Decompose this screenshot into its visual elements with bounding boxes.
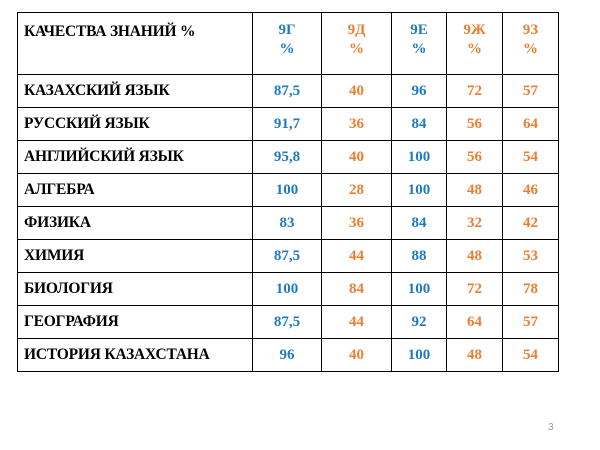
value-cell: 100 xyxy=(392,141,447,174)
slide-number: 3 xyxy=(548,422,554,433)
value-cell: 100 xyxy=(253,174,322,207)
table-row xyxy=(18,174,559,207)
value-cell: 88 xyxy=(392,240,447,273)
value-cell: 56 xyxy=(447,141,503,174)
class-unit: % xyxy=(279,41,295,57)
table-row xyxy=(18,306,559,339)
table-row xyxy=(18,141,559,174)
class-name: 9З xyxy=(522,22,539,38)
value-cell: 72 xyxy=(447,273,503,306)
subject-name: АНГЛИЙСКИЙ ЯЗЫК xyxy=(18,141,253,174)
value-cell: 96 xyxy=(392,75,447,108)
value-cell: 44 xyxy=(322,306,392,339)
class-name: 9Е xyxy=(410,22,428,38)
header-class-9g xyxy=(253,13,322,75)
class-unit: % xyxy=(467,41,482,57)
subject-name: ФИЗИКА xyxy=(18,207,253,240)
value-cell: 48 xyxy=(447,339,503,372)
header-class-9e xyxy=(392,13,447,75)
value-cell: 54 xyxy=(503,141,559,174)
value-cell: 53 xyxy=(503,240,559,273)
class-name: 9Д xyxy=(347,22,366,38)
value-cell: 84 xyxy=(392,108,447,141)
subject-name: ИСТОРИЯ КАЗАХСТАНА xyxy=(18,339,253,372)
value-cell: 92 xyxy=(392,306,447,339)
subject-name: ХИМИЯ xyxy=(18,240,253,273)
value-cell: 36 xyxy=(322,108,392,141)
subject-name: КАЗАХСКИЙ ЯЗЫК xyxy=(18,75,253,108)
value-cell: 87,5 xyxy=(253,75,322,108)
value-cell: 96 xyxy=(253,339,322,372)
value-cell: 57 xyxy=(503,75,559,108)
value-cell: 28 xyxy=(322,174,392,207)
subject-name: РУССКИЙ ЯЗЫК xyxy=(18,108,253,141)
value-cell: 84 xyxy=(322,273,392,306)
value-cell: 83 xyxy=(253,207,322,240)
value-cell: 64 xyxy=(503,108,559,141)
header-class-9z xyxy=(503,13,559,75)
value-cell: 100 xyxy=(392,339,447,372)
value-cell: 100 xyxy=(392,273,447,306)
value-cell: 57 xyxy=(503,306,559,339)
header-title: КАЧЕСТВА ЗНАНИЙ % xyxy=(18,13,253,75)
value-cell: 95,8 xyxy=(253,141,322,174)
class-unit: % xyxy=(349,41,364,57)
table-row xyxy=(18,75,559,108)
value-cell: 36 xyxy=(322,207,392,240)
value-cell: 84 xyxy=(392,207,447,240)
table-row xyxy=(18,207,559,240)
value-cell: 42 xyxy=(503,207,559,240)
table-row xyxy=(18,273,559,306)
value-cell: 87,5 xyxy=(253,306,322,339)
value-cell: 48 xyxy=(447,240,503,273)
class-unit: % xyxy=(523,41,538,57)
class-unit: % xyxy=(411,41,427,57)
class-name: 9Г xyxy=(278,22,296,38)
table-row xyxy=(18,339,559,372)
value-cell: 46 xyxy=(503,174,559,207)
value-cell: 32 xyxy=(447,207,503,240)
value-cell: 40 xyxy=(322,339,392,372)
value-cell: 40 xyxy=(322,141,392,174)
value-cell: 44 xyxy=(322,240,392,273)
class-name: 9Ж xyxy=(463,22,486,38)
value-cell: 72 xyxy=(447,75,503,108)
value-cell: 100 xyxy=(253,273,322,306)
subject-name: БИОЛОГИЯ xyxy=(18,273,253,306)
value-cell: 64 xyxy=(447,306,503,339)
value-cell: 87,5 xyxy=(253,240,322,273)
value-cell: 48 xyxy=(447,174,503,207)
value-cell: 91,7 xyxy=(253,108,322,141)
table-row xyxy=(18,240,559,273)
table-row xyxy=(18,108,559,141)
subject-name: АЛГЕБРА xyxy=(18,174,253,207)
subject-name: ГЕОГРАФИЯ xyxy=(18,306,253,339)
value-cell: 40 xyxy=(322,75,392,108)
header-class-9zh xyxy=(447,13,503,75)
header-class-9d xyxy=(322,13,392,75)
value-cell: 78 xyxy=(503,273,559,306)
header-row xyxy=(18,13,559,75)
value-cell: 56 xyxy=(447,108,503,141)
value-cell: 54 xyxy=(503,339,559,372)
knowledge-quality-table xyxy=(17,12,559,372)
value-cell: 100 xyxy=(392,174,447,207)
